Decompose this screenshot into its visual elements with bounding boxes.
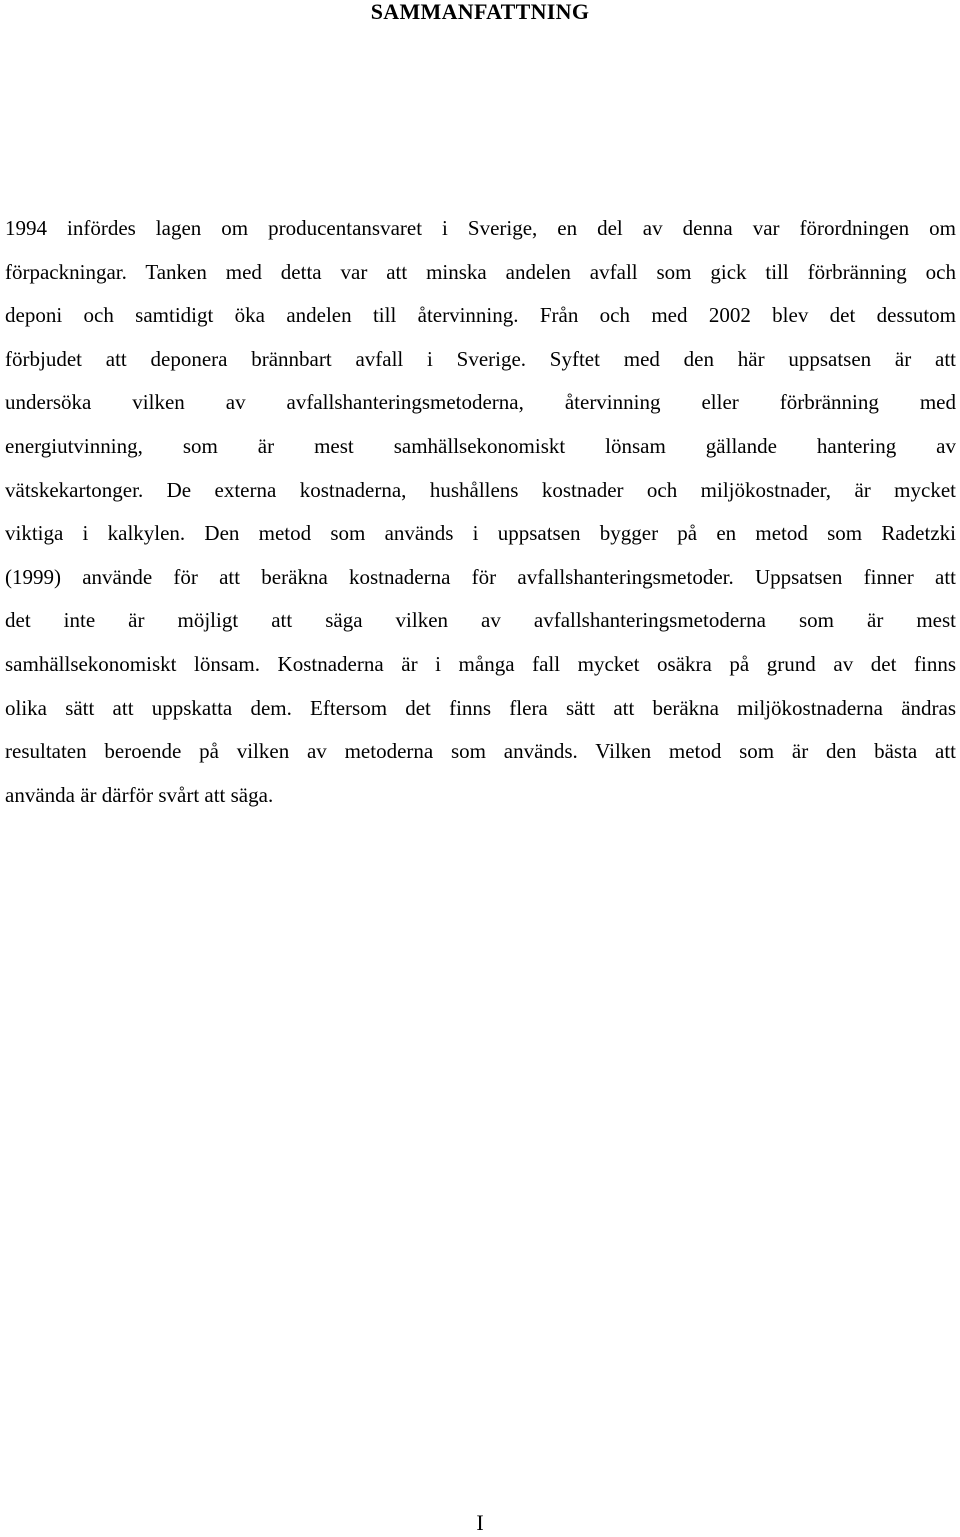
paragraph-line: viktiga i kalkylen. Den metod som används i uppsatsen bygger på en metod som Radetzki (5, 521, 956, 546)
paragraph-line: undersöka vilken av avfallshanteringsmetoderna, återvinning eller förbränning med (5, 390, 956, 415)
paragraph-line: vätskekartonger. De externa kostnaderna, hushållens kostnader och miljökostnader, är mycket (5, 477, 956, 502)
paragraph-line: resultaten beroende på vilken av metoderna som används. Vilken metod som är den bästa att (5, 739, 956, 764)
paragraph-line: samhällsekonomiskt lönsam. Kostnaderna är i många fall mycket osäkra på grund av det finns (5, 651, 956, 676)
paragraph-line: det inte är möjligt att säga vilken av avfallshanteringsmetoderna som är mest (5, 608, 956, 633)
summary-paragraph (5, 207, 956, 817)
page-number: I (476, 1510, 484, 1535)
paragraph-line: olika sätt att uppskatta dem. Eftersom det finns flera sätt att beräkna miljökostnaderna ändras (5, 695, 956, 720)
paragraph-line: (1999) använde för att beräkna kostnaderna för avfallshanteringsmetoder. Uppsatsen finner att (5, 564, 956, 589)
paragraph-line: förpackningar. Tanken med detta var att minska andelen avfall som gick till förbränning och (5, 259, 956, 284)
page-title: SAMMANFATTNING (370, 0, 590, 24)
paragraph-line: 1994 infördes lagen om producentansvaret i Sverige, en del av denna var förordningen om (5, 216, 956, 240)
paragraph-line: använda är därför svårt att säga. (5, 782, 274, 807)
paragraph-line: energiutvinning, som är mest samhällsekonomiskt lönsam gällande hantering av (5, 433, 956, 458)
paragraph-line: förbjudet att deponera brännbart avfall i Sverige. Syftet med den här uppsatsen är att (5, 346, 956, 371)
paragraph-line: deponi och samtidigt öka andelen till återvinning. Från och med 2002 blev det dessutom (5, 303, 956, 328)
